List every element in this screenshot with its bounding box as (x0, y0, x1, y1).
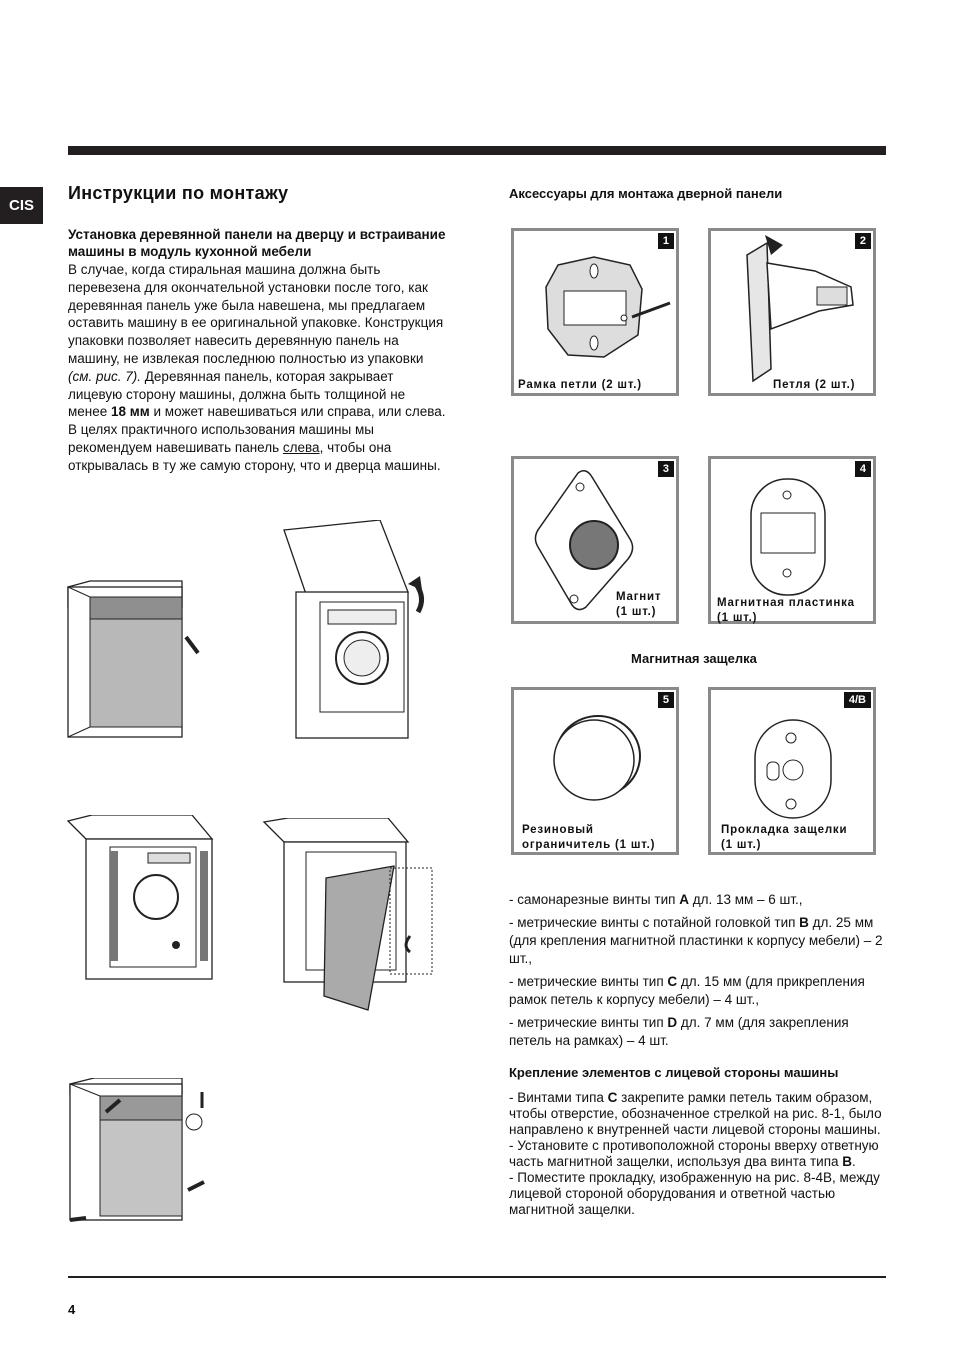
illustration-built-in-machine (64, 1078, 214, 1226)
accessory-caption: Прокладка защелки (1 шт.) (721, 824, 848, 851)
section-subheading: Установка деревянной панели на дверцу и встраивание машины в модуль кухонной мебели (68, 227, 446, 259)
hinge-icon (711, 231, 873, 393)
hinge-frame-icon (514, 231, 676, 393)
accessory-number: 5 (658, 692, 674, 708)
screw-list (509, 891, 889, 1055)
list-item: - метрические винты тип C дл. 15 мм (для прикрепления рамок петель к корпусу мебели) – 4 шт., (509, 974, 865, 1007)
page-title: Инструкции по монтажу (68, 183, 289, 203)
illustration-panel-mount (262, 818, 437, 1013)
illustration-open-box (280, 520, 440, 745)
accessory-number: 3 (658, 461, 674, 477)
illustration-machine-sides (62, 815, 222, 990)
accessory-rubber-stop (511, 687, 679, 855)
accessory-magnetic-plate (708, 456, 876, 624)
fixing-heading: Крепление элементов с лицевой стороны машины (509, 1065, 839, 1080)
accessory-hinge (708, 228, 876, 396)
intro-paragraph: В случае, когда стиральная машина должна быть перевезена для окончательной установки после того, как деревянная панель уже была навешена, мы предлагаем оставить машину в ее оригинальной упаковке. Конструкция упаковки позволяет навесить деревянную панель на машину, не извлекая последнюю полностью из упаковки (см. рис. 7). Деревянная панель, которая закрывает лицевую сторону машины, должна быть толщиной не менее 18 мм и может навешиваться или справа, или слева. В целях практичного использования машины мы рекомендуем навешивать панель слева, чтобы она открывалась в ту же самую сторону, что и дверца машины. (68, 262, 446, 473)
list-item: - метрические винты с потайной головкой тип B дл. 25 мм (для крепления магнитной пластинки к корпусу мебели) – 2 шт., (509, 915, 883, 966)
accessory-caption: Магнит (1 шт.) (616, 591, 662, 618)
accessory-caption: Рамка петли (2 шт.) (518, 379, 642, 391)
magnetic-latch-label: Магнитная защелка (631, 651, 757, 666)
list-item: - метрические винты тип D дл. 7 мм (для закрепления петель на рамках) – 4 шт. (509, 1015, 849, 1048)
accessory-number: 4/B (844, 692, 871, 708)
language-tab: CIS (0, 187, 43, 224)
fixing-instructions: - Винтами типа C закрепите рамки петель таким образом, чтобы отверстие, обозначенное стрелкой на рис. 8-1, было направлено к внутренней части лицевой стороны машины. - Установите с противоположной стороны вверху ответную часть магнитной защелки, используя два винта типа B. - Поместите прокладку, изображенную на рис. 8-4B, между лицевой стороной оборудования и ответной частью магнитной защелки. (509, 1090, 882, 1217)
accessory-magnet (511, 456, 679, 624)
accessory-caption: Магнитная пластинка (1 шт.) (717, 597, 855, 624)
accessory-caption: Резиновый ограничитель (1 шт.) (522, 824, 656, 851)
accessory-caption: Петля (2 шт.) (773, 379, 856, 391)
accessory-number: 2 (855, 233, 871, 249)
accessory-number: 1 (658, 233, 674, 249)
accessories-heading: Аксессуары для монтажа дверной панели (509, 186, 783, 201)
top-rule (68, 146, 886, 155)
page-number: 4 (68, 1302, 76, 1317)
accessory-number: 4 (855, 461, 871, 477)
bottom-rule (68, 1276, 886, 1278)
accessory-latch-gasket (708, 687, 876, 855)
illustration-packed-machine (60, 575, 210, 750)
accessory-hinge-frame (511, 228, 679, 396)
list-item: - самонарезные винты тип A дл. 13 мм – 6 шт., (509, 892, 803, 907)
